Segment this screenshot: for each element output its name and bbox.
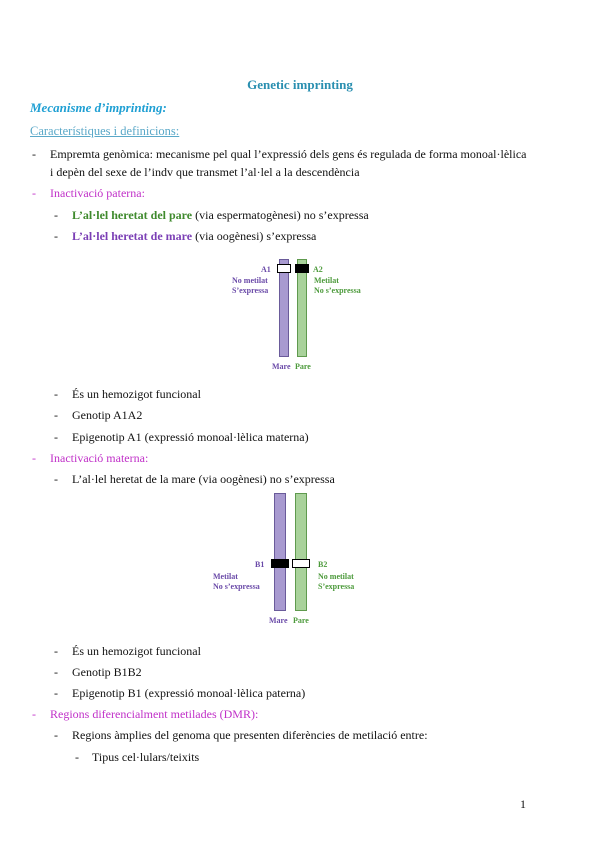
a1-status-line-1: No metilat: [232, 276, 268, 285]
b2-label: B2: [318, 560, 328, 569]
paternal-item-2: [72, 229, 316, 244]
section-heading: Mecanisme d’imprinting:: [30, 100, 167, 115]
intro-line-2: i depèn del sexe de l’indv que transmet l’al·lel a la descendència: [50, 165, 360, 179]
b1-status-line-1: Metilat: [213, 572, 238, 581]
bullet-dash: -: [54, 229, 58, 243]
maternal-bullet-2: Genotip B1B2: [72, 665, 142, 679]
bullet-dash: -: [54, 644, 58, 658]
bullet-dash: -: [54, 728, 58, 742]
maternal-heading: Inactivació materna:: [50, 451, 149, 465]
maternal-chromosome: [274, 493, 286, 611]
a2-label: A2: [313, 265, 323, 274]
paternal-bullet-3: Epigenotip A1 (expressió monoal·lèlica materna): [72, 430, 309, 444]
b1-label: B1: [255, 560, 265, 569]
bullet-dash: -: [32, 147, 36, 161]
b2-band: [292, 559, 310, 568]
paternal-heading: Inactivació paterna:: [50, 186, 145, 200]
mare-label: Mare: [269, 616, 288, 625]
a1-band: [277, 264, 291, 273]
dmr-item-1: Regions àmplies del genoma que presenten diferències de metilació entre:: [72, 728, 428, 742]
maternal-chromosome: [279, 259, 289, 357]
bullet-dash: -: [54, 387, 58, 401]
pare-label: Pare: [295, 362, 311, 371]
maternal-item-1: L’al·lel heretat de la mare (via oogènesi) no s’expressa: [72, 472, 335, 486]
a2-band: [295, 264, 309, 273]
b2-status-line-2: S’expressa: [318, 582, 355, 591]
bullet-dash: -: [54, 430, 58, 444]
paternal-item-2-rest: (via oogènesi) s’expressa: [192, 229, 317, 243]
paternal-bullet-1: És un hemozigot funcional: [72, 387, 201, 401]
paternal-bullet-2: Genotip A1A2: [72, 408, 143, 422]
a1-label: A1: [261, 265, 271, 274]
maternal-bullet-3: Epigenotip B1 (expressió monoal·lèlica paterna): [72, 686, 306, 700]
bullet-dash: -: [32, 186, 36, 200]
pare-label: Pare: [293, 616, 309, 625]
a1-status-line-2: S’expressa: [232, 286, 269, 295]
paternal-item-1-rest: (via espermatogènesi) no s’expressa: [192, 208, 369, 222]
paternal-item-1-bold: L’al·lel heretat del pare: [72, 208, 193, 222]
bullet-dash: -: [54, 686, 58, 700]
paternal-item-2-bold: L’al·lel heretat de mare: [72, 229, 193, 243]
bullet-dash: -: [32, 707, 36, 721]
paternal-item-1: [72, 208, 369, 223]
b1-status-line-2: No s’expressa: [213, 582, 260, 591]
bullet-dash: -: [32, 451, 36, 465]
bullet-dash: -: [54, 208, 58, 222]
dmr-sub-item-1: Tipus cel·lulars/teixits: [92, 750, 200, 764]
bullet-dash: -: [75, 750, 79, 764]
b2-status-line-1: No metilat: [318, 572, 354, 581]
dmr-heading: Regions diferencialment metilades (DMR):: [50, 707, 259, 721]
bullet-dash: -: [54, 665, 58, 679]
bullet-dash: -: [54, 472, 58, 486]
page-number: 1: [520, 797, 526, 811]
subsection-heading: Característiques i definicions:: [30, 124, 180, 138]
intro-line-1: Empremta genòmica: mecanisme pel qual l’expressió dels gens és regulada de forma monoal·lèlica: [50, 147, 527, 161]
a2-status-line-1: Metilat: [314, 276, 339, 285]
bullet-dash: -: [54, 408, 58, 422]
maternal-bullet-1: És un hemozigot funcional: [72, 644, 201, 658]
b1-band: [271, 559, 289, 568]
paternal-chromosome: [297, 259, 307, 357]
paternal-chromosome: [295, 493, 307, 611]
mare-label: Mare: [272, 362, 291, 371]
document-title: Genetic imprinting: [247, 77, 353, 92]
a2-status-line-2: No s’expressa: [314, 286, 361, 295]
